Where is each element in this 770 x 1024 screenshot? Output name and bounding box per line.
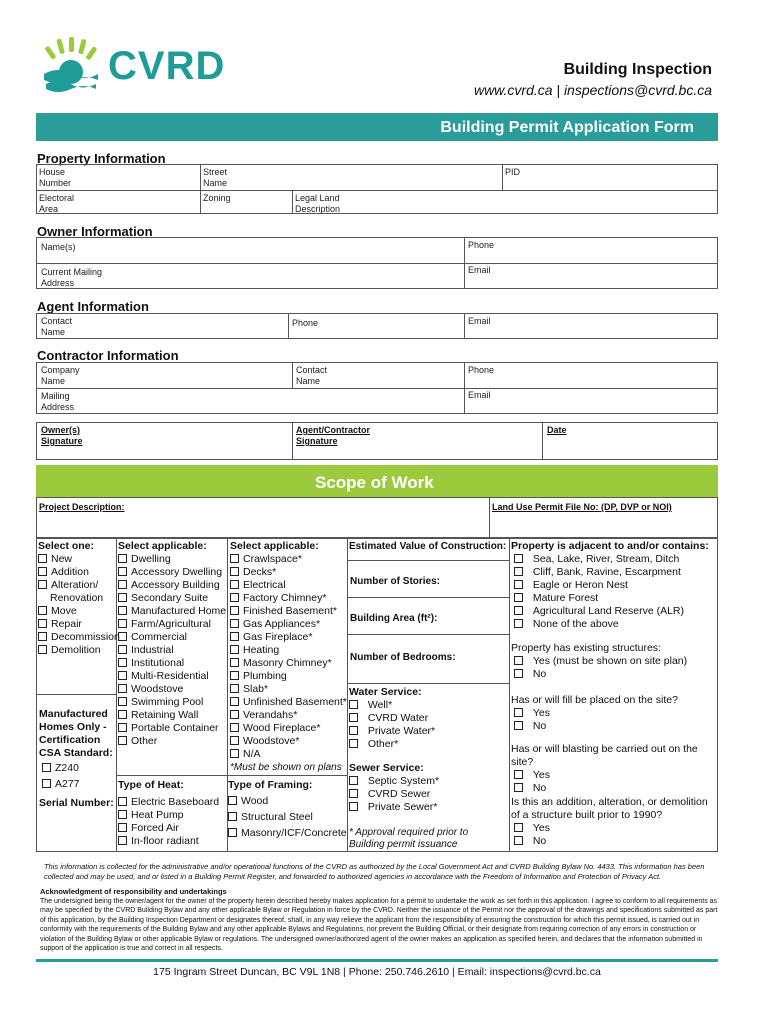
checkbox-icon[interactable] [228, 812, 237, 821]
option-decommission[interactable]: Decommission [38, 631, 116, 644]
blasting-title: Has or will blasting be carried out on the site? [511, 743, 698, 768]
checkbox-icon[interactable] [349, 802, 358, 811]
checkbox-icon[interactable] [230, 554, 239, 563]
option-crawlspace[interactable]: Crawlspace* [230, 553, 348, 566]
checkbox-icon[interactable] [230, 632, 239, 641]
land-use-permit-field[interactable]: Land Use Permit File No: (DP, DVP or NOI) [492, 502, 672, 512]
option-in-floor-radiant[interactable]: In-floor radiant [118, 835, 228, 848]
option-secondary-suite[interactable]: Secondary Suite [118, 592, 228, 605]
checkbox-icon[interactable] [514, 783, 523, 792]
owner-mailing-field[interactable]: Current Mailing Address [41, 267, 103, 288]
option-private-water[interactable]: Private Water* [349, 725, 469, 738]
option-blasting-no[interactable]: No [511, 782, 716, 795]
scope-title: Scope of Work [315, 473, 434, 492]
agent-table [36, 313, 718, 339]
option-accessory-dwelling[interactable]: Accessory Dwelling [118, 566, 228, 579]
checkbox-icon[interactable] [514, 593, 523, 602]
sewer-service-title: Sewer Service: [349, 762, 424, 774]
option-wood-fireplace[interactable]: Wood Fireplace* [230, 722, 348, 735]
option-masonry-chimney[interactable]: Masonry Chimney* [230, 657, 348, 670]
option-slab[interactable]: Slab* [230, 683, 348, 696]
checkbox-icon[interactable] [230, 671, 239, 680]
option-addition[interactable]: Addition [38, 566, 116, 579]
option-pre1990-yes[interactable]: Yes [511, 822, 716, 835]
project-description-field[interactable]: Project Description: [39, 502, 125, 512]
option-heating[interactable]: Heating [230, 644, 348, 657]
option-farm[interactable]: Farm/Agricultural [118, 618, 228, 631]
existing-structures-group [511, 642, 716, 681]
checkbox-icon[interactable] [228, 796, 237, 805]
option-electrical[interactable]: Electrical [230, 579, 348, 592]
checkbox-icon[interactable] [38, 645, 47, 654]
framing-type-title: Type of Framing: [228, 779, 313, 791]
checkbox-icon[interactable] [230, 736, 239, 745]
estimated-value-field[interactable]: Estimated Value of Construction: [349, 541, 507, 552]
features-group [230, 540, 348, 774]
option-cliff-bank[interactable]: Cliff, Bank, Ravine, Escarpment [511, 566, 716, 579]
option-water-other[interactable]: Other* [349, 738, 469, 751]
option-institutional[interactable]: Institutional [118, 657, 228, 670]
option-electric-baseboard[interactable]: Electric Baseboard [118, 796, 228, 809]
option-wood[interactable]: Wood [228, 795, 348, 808]
footer-divider [36, 959, 718, 962]
option-unfinished-basement[interactable]: Unfinished Basement* [230, 696, 348, 709]
option-new[interactable]: New [38, 553, 116, 566]
company-name-field[interactable]: Company Name [41, 365, 80, 386]
scope-band [36, 465, 718, 497]
option-mature-forest[interactable]: Mature Forest [511, 592, 716, 605]
option-repair[interactable]: Repair [38, 618, 116, 631]
option-accessory-building[interactable]: Accessory Building [118, 579, 228, 592]
checkbox-icon[interactable] [118, 797, 127, 806]
option-other[interactable]: Other [118, 735, 228, 748]
pre1990-title: Is this an addition, alteration, or demolition of a structure built prior to 1990? [511, 796, 708, 821]
option-private-sewer[interactable]: Private Sewer* [349, 801, 469, 814]
checkbox-icon[interactable] [230, 710, 239, 719]
contractor-table [36, 362, 718, 414]
checkbox-icon[interactable] [38, 580, 47, 589]
checkbox-icon[interactable] [230, 697, 239, 706]
checkbox-icon[interactable] [118, 645, 127, 654]
checkbox-icon[interactable] [514, 836, 523, 845]
select-one-group [38, 540, 120, 657]
pid-field[interactable]: PID [505, 167, 521, 177]
framing-type-group [228, 779, 348, 840]
checkbox-icon[interactable] [230, 593, 239, 602]
checkbox-icon[interactable] [349, 789, 358, 798]
owner-table [36, 237, 718, 289]
option-move[interactable]: Move [38, 605, 116, 618]
checkbox-icon[interactable] [228, 828, 237, 837]
fill-group [511, 694, 716, 733]
form-title: Building Permit Application Form [440, 119, 694, 136]
checkbox-icon[interactable] [349, 726, 358, 735]
option-multi-residential[interactable]: Multi-Residential [118, 670, 228, 683]
blasting-group [511, 743, 716, 795]
checkbox-icon[interactable] [230, 619, 239, 628]
option-industrial[interactable]: Industrial [118, 644, 228, 657]
checkbox-icon[interactable] [514, 606, 523, 615]
option-sea-lake[interactable]: Sea, Lake, River, Stream, Ditch [511, 553, 716, 566]
option-portable-container[interactable]: Portable Container [118, 722, 228, 735]
house-number-field[interactable]: House Number [39, 167, 72, 188]
stories-field[interactable]: Number of Stories: [350, 576, 441, 587]
building-type-group [118, 540, 228, 748]
manufactured-title: Manufactured Homes Only - Certification CSA Standard: [39, 708, 113, 759]
checkbox-icon[interactable] [349, 776, 358, 785]
adjacent-group [511, 540, 716, 631]
checkbox-icon[interactable] [118, 619, 127, 628]
option-alteration[interactable]: Alteration/ [38, 579, 116, 592]
plans-note: *Must be shown on plans [230, 762, 342, 773]
checkbox-icon[interactable] [118, 697, 127, 706]
option-na[interactable]: N/A [230, 748, 348, 761]
header-contact[interactable]: www.cvrd.ca | inspections@cvrd.bc.ca [473, 82, 712, 98]
owner-phone-field[interactable]: Phone [468, 240, 495, 250]
option-structural-steel[interactable]: Structural Steel [228, 811, 348, 824]
checkbox-icon[interactable] [514, 770, 523, 779]
privacy-notice: This information is collected for the administrative and/or operational functions of the CVRD as authorized by the Local Government Act and CVRD Building Bylaw No. 4433. This information has been collected and may be used, and or listed in a Building Permit Register, and forwarded to authorized agencies in accordance with the Freedom of Information and Protection of Privacy Act. [44, 862, 705, 881]
owner-section-title: Owner Information [37, 224, 153, 239]
option-finished-basement[interactable]: Finished Basement* [230, 605, 348, 618]
signature-table [36, 422, 718, 460]
option-eagle-nest[interactable]: Eagle or Heron Nest [511, 579, 716, 592]
option-decks[interactable]: Decks* [230, 566, 348, 579]
checkbox-icon[interactable] [118, 836, 127, 845]
adjacent-title: Property is adjacent to and/or contains: [511, 540, 709, 552]
agent-signature-field[interactable]: Agent/Contractor Signature [296, 425, 370, 446]
contractor-mailing-field[interactable]: Mailing Address [41, 391, 75, 412]
checkbox-icon[interactable] [514, 708, 523, 717]
checkbox-icon[interactable] [118, 823, 127, 832]
agent-section-title: Agent Information [37, 299, 149, 314]
checkbox-icon[interactable] [118, 554, 127, 563]
option-renovation-label: Renovation [50, 592, 104, 604]
checkbox-icon[interactable] [514, 580, 523, 589]
option-factory-chimney[interactable]: Factory Chimney* [230, 592, 348, 605]
select-one-title: Select one: [38, 540, 95, 552]
option-gas-fireplace[interactable]: Gas Fireplace* [230, 631, 348, 644]
checkbox-icon[interactable] [118, 723, 127, 732]
checkbox-icon[interactable] [514, 669, 523, 678]
option-heat-pump[interactable]: Heat Pump [118, 809, 228, 822]
checkbox-icon[interactable] [514, 656, 523, 665]
fill-title: Has or will fill be placed on the site? [511, 694, 678, 706]
pre1990-group [511, 796, 716, 848]
zoning-field[interactable]: Zoning [203, 193, 231, 203]
acknowledgment-title: Acknowledgment of responsibility and undertakings [40, 887, 227, 896]
existing-title: Property has existing structures: [511, 642, 661, 654]
option-none-above[interactable]: None of the above [511, 618, 716, 631]
option-cvrd-sewer[interactable]: CVRD Sewer [349, 788, 469, 801]
option-masonry-icf[interactable]: Masonry/ICF/Concrete [228, 827, 348, 840]
option-well[interactable]: Well* [349, 699, 469, 712]
sun-logo-icon [40, 36, 100, 96]
checkbox-icon[interactable] [514, 823, 523, 832]
owner-names-field[interactable]: Name(s) [41, 242, 76, 252]
contractor-phone-field[interactable]: Phone [468, 365, 495, 375]
option-blasting-yes[interactable]: Yes [511, 769, 716, 782]
checkbox-icon[interactable] [38, 567, 47, 576]
building-area-field[interactable]: Building Area (ft²): [350, 613, 438, 624]
property-table [36, 164, 718, 214]
property-section-title: Property Information [37, 151, 166, 166]
checkbox-icon[interactable] [38, 554, 47, 563]
checkbox-icon[interactable] [118, 684, 127, 693]
checkbox-icon[interactable] [230, 567, 239, 576]
option-dwelling[interactable]: Dwelling [118, 553, 228, 566]
checkbox-icon[interactable] [230, 749, 239, 758]
bedrooms-field[interactable]: Number of Bedrooms: [350, 652, 456, 663]
option-septic[interactable]: Septic System* [349, 775, 469, 788]
owner-email-field[interactable]: Email [468, 265, 491, 275]
option-forced-air[interactable]: Forced Air [118, 822, 228, 835]
option-cvrd-water[interactable]: CVRD Water [349, 712, 469, 725]
checkbox-icon[interactable] [349, 713, 358, 722]
checkbox-icon[interactable] [118, 810, 127, 819]
option-demolition[interactable]: Demolition [38, 644, 116, 657]
option-woodstove-feature[interactable]: Woodstove* [230, 735, 348, 748]
option-fill-no[interactable]: No [511, 720, 716, 733]
option-existing-yes[interactable]: Yes (must be shown on site plan) [511, 655, 716, 668]
checkbox-icon[interactable] [118, 606, 127, 615]
checkbox-icon[interactable] [118, 593, 127, 602]
checkbox-icon[interactable] [230, 723, 239, 732]
checkbox-icon[interactable] [349, 700, 358, 709]
header-title: Building Inspection [563, 61, 712, 78]
checkbox-icon[interactable] [38, 619, 47, 628]
logo-text: CVRD [108, 44, 226, 88]
option-commercial[interactable]: Commercial [118, 631, 228, 644]
checkbox-icon[interactable] [514, 554, 523, 563]
checkbox-icon[interactable] [118, 632, 127, 641]
checkbox-icon[interactable] [349, 739, 358, 748]
checkbox-icon[interactable] [42, 763, 51, 772]
checkbox-icon[interactable] [118, 671, 127, 680]
checkbox-icon[interactable] [118, 710, 127, 719]
option-a277[interactable]: A277 [39, 778, 115, 791]
checkbox-icon[interactable] [230, 658, 239, 667]
checkbox-icon[interactable] [38, 606, 47, 615]
option-pre1990-no[interactable]: No [511, 835, 716, 848]
checkbox-icon[interactable] [118, 567, 127, 576]
water-service-group [349, 686, 469, 751]
option-alr[interactable]: Agricultural Land Reserve (ALR) [511, 605, 716, 618]
sewer-service-group [349, 762, 469, 814]
option-fill-yes[interactable]: Yes [511, 707, 716, 720]
checkbox-icon[interactable] [38, 632, 47, 641]
option-manufactured-home[interactable]: Manufactured Home [118, 605, 228, 618]
option-plumbing[interactable]: Plumbing [230, 670, 348, 683]
checkbox-icon[interactable] [230, 645, 239, 654]
checkbox-icon[interactable] [514, 721, 523, 730]
checkbox-icon[interactable] [42, 779, 51, 788]
manufactured-homes-group [39, 708, 115, 791]
contractor-email-field[interactable]: Email [468, 390, 491, 400]
cvrd-logo [40, 36, 240, 96]
features-title: Select applicable: [230, 540, 319, 552]
serial-number-field[interactable]: Serial Number: [39, 797, 114, 809]
building-type-title: Select applicable: [118, 540, 207, 552]
checkbox-icon[interactable] [230, 580, 239, 589]
acknowledgment-text: The undersigned being the owner/agent for the owner of the property herein described hereby makes application for a permit to undertake the work as set forth in this application. I agree to conform to all requirements as may be specified by the CVRD Building Bylaw and any other applicable Bylaw or Regulation in force by the CVRD. Neither the issuance of the Permit nor the approval of the drawings and specifications submitted as part of this application, by the Building Inspection Department or designates thereof, shall, in any way relieve the applicant from the responsibility of ensuring the construction for which this permit issued, is carried out in conformity with the requirements of the Building Bylaw and any other applicable Bylaws and Regulations, nor prevent the Building Official, or their designate from requiring correction of any errors in construction or violation of the Building Bylaw or other applicable Bylaw or regulations. The undersigned owner/authorized agent of the owner makes an application as specified herein, and declares that the information submitted in support of the application is true and correct in all respects. [40, 898, 718, 953]
checkbox-icon[interactable] [514, 567, 523, 576]
date-field[interactable]: Date [547, 425, 567, 435]
checkbox-icon[interactable] [514, 619, 523, 628]
option-retaining-wall[interactable]: Retaining Wall [118, 709, 228, 722]
checkbox-icon[interactable] [118, 736, 127, 745]
checkbox-icon[interactable] [230, 606, 239, 615]
project-description-box [36, 497, 718, 538]
water-service-title: Water Service: [349, 686, 422, 698]
street-name-field[interactable]: Street Name [203, 167, 228, 188]
option-gas-appliances[interactable]: Gas Appliances* [230, 618, 348, 631]
checkbox-icon[interactable] [118, 580, 127, 589]
agent-email-field[interactable]: Email [468, 316, 491, 326]
option-z240[interactable]: Z240 [39, 762, 115, 775]
option-existing-no[interactable]: No [511, 668, 716, 681]
footer-contact: 175 Ingram Street Duncan, BC V9L 1N8 | Phone: 250.746.2610 | Email: inspections@cvrd.bc.ca [153, 966, 601, 978]
electoral-area-field[interactable]: Electoral Area [39, 193, 75, 214]
checkbox-icon[interactable] [118, 658, 127, 667]
option-verandahs[interactable]: Verandahs* [230, 709, 348, 722]
contractor-section-title: Contractor Information [37, 348, 179, 363]
contractor-contact-name-field[interactable]: Contact Name [296, 365, 328, 386]
legal-land-field[interactable]: Legal Land Description [295, 193, 341, 214]
option-swimming-pool[interactable]: Swimming Pool [118, 696, 228, 709]
agent-phone-field[interactable]: Phone [292, 318, 319, 328]
form-title-band [36, 113, 718, 141]
heat-type-title: Type of Heat: [118, 779, 184, 791]
approval-note: * Approval required prior to Building permit issuance [349, 827, 469, 850]
owner-signature-field[interactable]: Owner(s) Signature [41, 425, 83, 446]
heat-type-group [118, 779, 228, 848]
option-woodstove[interactable]: Woodstove [118, 683, 228, 696]
agent-contact-name-field[interactable]: Contact Name [41, 316, 73, 337]
checkbox-icon[interactable] [230, 684, 239, 693]
